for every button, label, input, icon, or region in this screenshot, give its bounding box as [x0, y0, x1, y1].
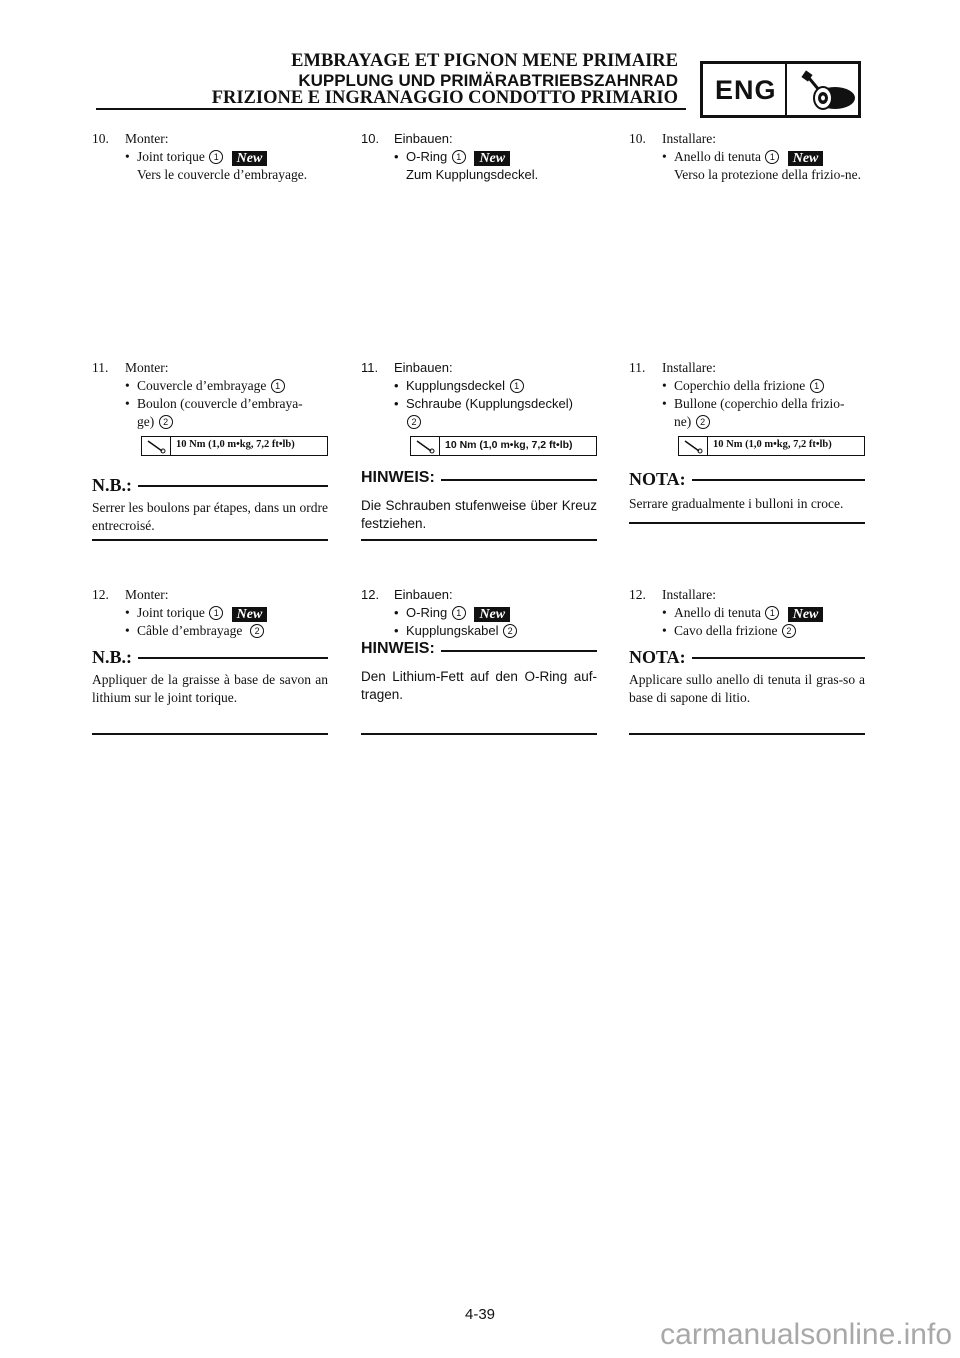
step-number: 12.	[361, 587, 380, 602]
note-body: Serrare gradualmente i bulloni in croce.	[629, 496, 844, 511]
callout-number: 1	[510, 379, 524, 393]
note-title: NOTA:	[629, 469, 692, 490]
callout-number: 1	[209, 150, 223, 164]
list-item: • Kupplungsdeckel 1	[394, 377, 598, 395]
note-it-2	[629, 647, 865, 705]
list-item: • Boulon (couvercle d’embraya-	[125, 396, 303, 411]
torque-value: 10 Nm (1,0 m•kg, 7,2 ft•lb)	[176, 439, 295, 450]
note-body: Applicare sullo anello di tenuta il gras-so a base di sapone di litio.	[629, 672, 865, 705]
step-number: 12.	[92, 587, 109, 602]
list-item: • O-Ring 1 New	[394, 148, 598, 166]
note-end-rule	[92, 539, 328, 541]
note-body: Appliquer de la graisse à base de savon an lithium sur le joint torique.	[92, 672, 328, 705]
new-part-badge: New	[788, 151, 824, 166]
step-number: 10.	[361, 131, 380, 146]
list-item: • O-Ring 1 New	[394, 604, 598, 622]
callout-number: 1	[810, 379, 824, 393]
callout-number: 2	[250, 624, 264, 638]
header-title-italian: FRIZIONE E INGRANAGGIO CONDOTTO PRIMARIO	[211, 88, 678, 108]
list-item: • Bullone (coperchio della frizio-	[662, 396, 845, 411]
note-end-rule	[361, 733, 597, 735]
step-number: 12.	[629, 587, 646, 602]
header-rule	[96, 108, 686, 110]
list-item: • Cavo della frizione 2	[662, 622, 866, 640]
note-title: HINWEIS:	[361, 640, 441, 658]
torque-spec	[678, 436, 865, 456]
torque-value: 10 Nm (1,0 m•kg, 7,2 ft•lb)	[445, 439, 573, 451]
callout-number: 2	[159, 415, 173, 429]
note-fr-2	[92, 647, 328, 705]
engine-icon	[793, 68, 857, 119]
step-number: 11.	[361, 360, 379, 375]
step-number: 11.	[629, 360, 646, 375]
new-part-badge: New	[232, 151, 268, 166]
note-it-1	[629, 469, 865, 511]
watermark: carmanualsonline.info	[660, 1318, 952, 1351]
note-title: NOTA:	[629, 647, 692, 668]
page-number: 4-39	[464, 1306, 496, 1323]
list-item: • Anello di tenuta 1 New	[662, 604, 866, 622]
step-heading: Monter:	[125, 587, 169, 602]
section-label: ENG	[715, 75, 777, 105]
list-item: • Couvercle d’embrayage 1	[125, 377, 329, 395]
torque-value: 10 Nm (1,0 m•kg, 7,2 ft•lb)	[713, 439, 832, 450]
note-de-1	[361, 469, 597, 531]
list-item: • Anello di tenuta 1 New	[662, 148, 866, 166]
callout-number: 1	[452, 150, 466, 164]
list-item: • Kupplungskabel 2	[394, 622, 598, 640]
note-title: N.B.:	[92, 475, 138, 496]
new-part-badge: New	[474, 607, 510, 622]
step-heading: Installare:	[662, 131, 716, 146]
step-number: 11.	[92, 360, 109, 375]
list-item: • Schraube (Kupplungsdeckel)	[394, 396, 573, 411]
header-title-french: EMBRAYAGE ET PIGNON MENE PRIMAIRE	[291, 51, 678, 71]
note-de-2	[361, 640, 597, 702]
section-badge	[700, 61, 861, 118]
callout-number: 2	[696, 415, 710, 429]
section-badge-divider	[785, 64, 787, 115]
torque-wrench-icon	[411, 437, 440, 455]
step-heading: Installare:	[662, 360, 716, 375]
torque-wrench-icon	[679, 437, 708, 455]
callout-number: 2	[503, 624, 517, 638]
note-title: HINWEIS:	[361, 469, 441, 487]
note-end-rule	[629, 733, 865, 735]
step-heading: Installare:	[662, 587, 716, 602]
step-heading: Monter:	[125, 360, 169, 375]
note-end-rule	[92, 733, 328, 735]
list-item-continued: ge) 2	[125, 413, 329, 431]
note-body: Serrer les boulons par étapes, dans un ordre entrecroisé.	[92, 500, 328, 533]
list-subtext: Verso la protezione della frizio-ne.	[674, 167, 862, 182]
list-subtext: Vers le couvercle d’embrayage.	[137, 167, 308, 182]
header-title-german: KUPPLUNG UND PRIMÄRABTRIEBSZAHNRAD	[298, 71, 678, 90]
note-end-rule	[629, 522, 865, 524]
step-heading: Einbauen:	[394, 131, 453, 146]
new-part-badge: New	[474, 151, 510, 166]
callout-number: 2	[407, 415, 421, 429]
torque-spec	[141, 436, 328, 456]
callout-number: 1	[765, 606, 779, 620]
list-item-continued	[394, 413, 598, 431]
new-part-badge: New	[232, 607, 268, 622]
note-fr-1	[92, 475, 328, 533]
step-heading: Einbauen:	[394, 587, 453, 602]
note-body: Den Lithium-Fett auf den O-Ring auf-tragen.	[361, 669, 597, 702]
callout-number: 2	[782, 624, 796, 638]
list-item: • Joint torique 1 New	[125, 604, 329, 622]
list-item-continued: ne) 2	[662, 413, 866, 431]
note-body: Die Schrauben stufenweise über Kreuz festziehen.	[361, 498, 597, 531]
callout-number: 1	[765, 150, 779, 164]
torque-wrench-icon	[142, 437, 171, 455]
list-item: • Coperchio della frizione 1	[662, 377, 866, 395]
note-title: N.B.:	[92, 647, 138, 668]
step-number: 10.	[92, 131, 109, 146]
list-item: • Joint torique 1 New	[125, 148, 329, 166]
list-item: • Câble d’embrayage 2	[125, 622, 329, 640]
callout-number: 1	[271, 379, 285, 393]
callout-number: 1	[209, 606, 223, 620]
step-heading: Monter:	[125, 131, 169, 146]
list-subtext: Zum Kupplungsdeckel.	[406, 167, 539, 182]
note-end-rule	[361, 539, 597, 541]
step-heading: Einbauen:	[394, 360, 453, 375]
torque-spec	[410, 436, 597, 456]
new-part-badge: New	[788, 607, 824, 622]
step-number: 10.	[629, 131, 646, 146]
callout-number: 1	[452, 606, 466, 620]
